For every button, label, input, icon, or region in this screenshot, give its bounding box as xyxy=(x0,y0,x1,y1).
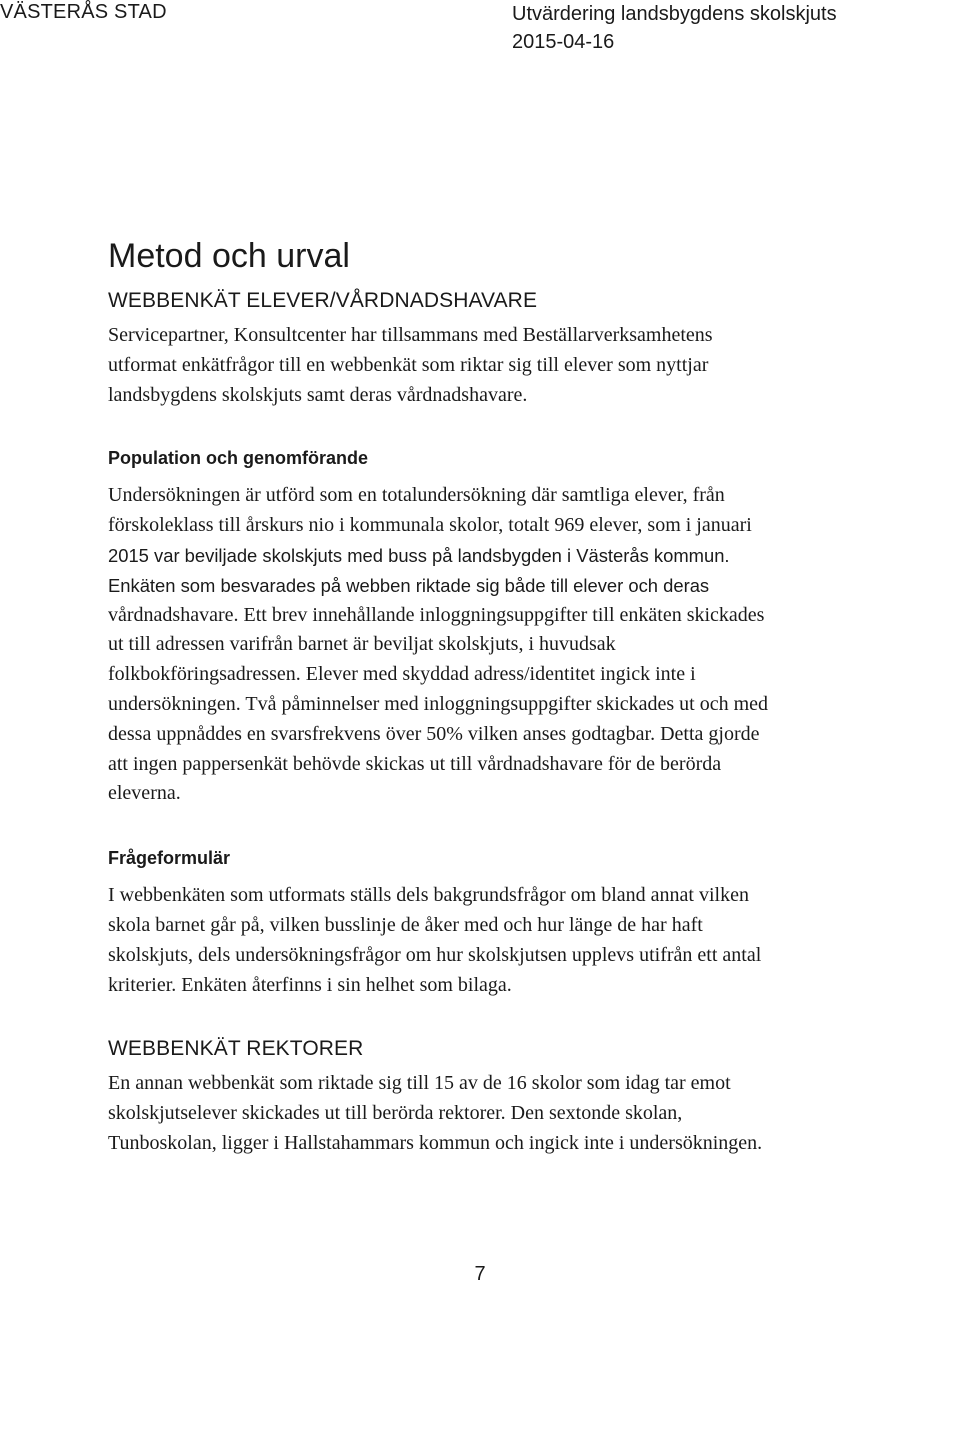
paragraph-line: skolskjutselever skickades ut till berörda rektorer. Den sextonde skolan, xyxy=(108,1102,683,1125)
paragraph-line: förskoleklass till årskurs nio i kommunala skolor, totalt 969 elever, som i januari xyxy=(108,514,752,537)
sub-heading-population: Population och genomförande xyxy=(108,448,368,469)
page-content xyxy=(108,234,908,1159)
principals-paragraph xyxy=(108,1069,908,1158)
paragraph-line: ut till adressen varifrån barnet är beviljat skolskjuts, i huvudsak xyxy=(108,633,616,656)
section-heading-web-survey-principals: WEBBENKÄT REKTORER xyxy=(108,1037,364,1061)
paragraph-line: 2015 var beviljade skolskjuts med buss på landsbygden i Västerås kommun. xyxy=(108,544,730,566)
paragraph-line: Enkäten som besvarades på webben riktade sig både till elever och deras xyxy=(108,574,710,596)
header-organization: VÄSTERÅS STAD xyxy=(0,1,167,23)
page-title: Metod och urval xyxy=(108,237,350,275)
sub-heading-questionnaire: Frågeformulär xyxy=(108,848,231,869)
header-report-info xyxy=(512,0,837,56)
paragraph-line: skola barnet går på, vilken busslinje de åker med och hur länge de har haft xyxy=(108,913,703,936)
intro-paragraph xyxy=(108,321,908,410)
paragraph-line: Tunboskolan, ligger i Hallstahammars kommun och ingick inte i undersökningen. xyxy=(108,1131,763,1154)
paragraph-line: skolskjuts, dels undersökningsfrågor om hur skolskjutsen upplevs utifrån ett antal xyxy=(108,943,762,966)
paragraph-line: Servicepartner, Konsultcenter har tillsammans med Beställarverksamhetens xyxy=(108,324,713,346)
section-heading-web-survey-students: WEBBENKÄT ELEVER/VÅRDNADSHAVARE xyxy=(108,289,538,312)
population-paragraph xyxy=(108,481,908,809)
paragraph-line: vårdnadshavare. Ett brev innehållande inloggningsuppgifter till enkäten skickades xyxy=(108,603,765,626)
paragraph-line: att ingen pappersenkät behövde skickas ut till vårdnadshavare för de berörda xyxy=(108,752,722,775)
paragraph-line: folkbokföringsadressen. Elever med skyddad adress/identitet ingick inte i xyxy=(108,663,696,686)
header-report-title: Utvärdering landsbygdens skolskjuts xyxy=(512,3,837,25)
header-date: 2015-04-16 xyxy=(512,31,615,53)
page-number: 7 xyxy=(474,1263,486,1285)
paragraph-line: En annan webbenkät som riktade sig till 15 av de 16 skolor som idag tar emot xyxy=(108,1072,731,1095)
paragraph-line: eleverna. xyxy=(108,782,181,805)
paragraph-line: Undersökningen är utförd som en totalundersökning där samtliga elever, från xyxy=(108,484,725,507)
questionnaire-paragraph xyxy=(108,881,908,1000)
paragraph-line: utformat enkätfrågor till en webbenkät som riktar sig till elever som nyttjar xyxy=(108,353,709,376)
paragraph-line: undersökningen. Två påminnelser med inloggningsuppgifter skickades ut och med xyxy=(108,692,769,715)
paragraph-line: kriterier. Enkäten återfinns i sin helhet som bilaga. xyxy=(108,973,512,996)
paragraph-line: I webbenkäten som utformats ställs dels bakgrundsfrågor om bland annat vilken xyxy=(108,884,749,907)
paragraph-line: dessa uppnåddes en svarsfrekvens över 50% vilken anses godtagbar. Detta gjorde xyxy=(108,722,760,745)
paragraph-line: landsbygdens skolskjuts samt deras vårdnadshavare. xyxy=(108,383,528,406)
